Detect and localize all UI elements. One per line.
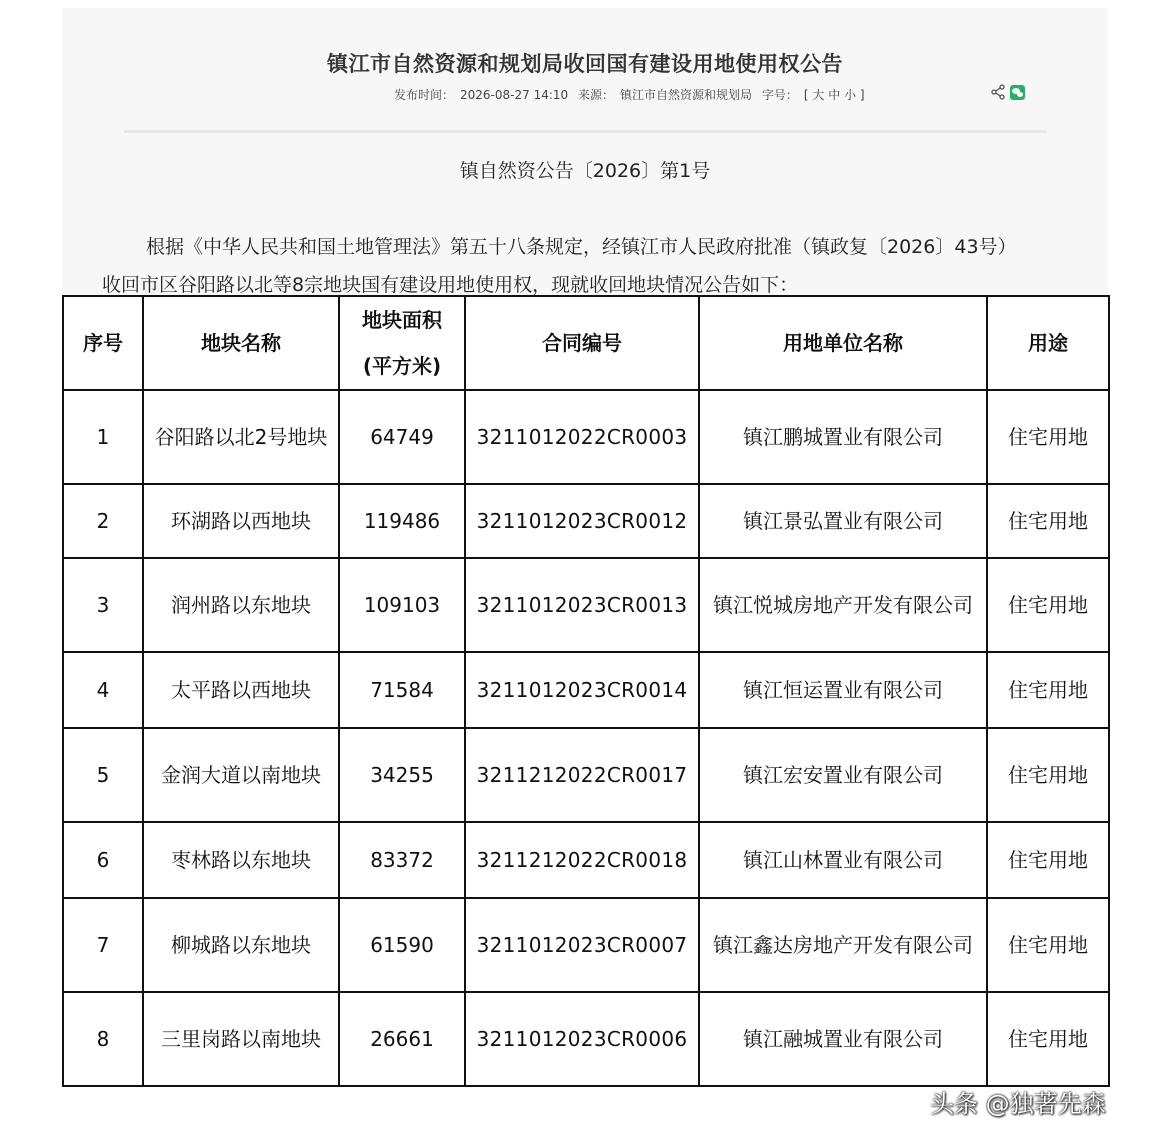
cell-no: 3 (63, 558, 143, 652)
cell-name: 三里岗路以南地块 (143, 992, 339, 1086)
cell-contract: 3211212022CR0017 (465, 728, 699, 822)
cell-name: 润州路以东地块 (143, 558, 339, 652)
cell-area: 34255 (339, 728, 465, 822)
paragraph-line-1-text: 根据《中华人民共和国土地管理法》第五十八条规定，经镇江市人民政府批准（镇政复〔2026〕43号） (146, 236, 1017, 258)
cell-owner: 镇江悦城房地产开发有限公司 (699, 558, 987, 652)
table-row (63, 558, 1109, 652)
cell-contract: 3211012023CR0006 (465, 992, 699, 1086)
cell-no: 2 (63, 484, 143, 558)
cell-name: 环湖路以西地块 (143, 484, 339, 558)
cell-owner: 镇江鹏城置业有限公司 (699, 390, 987, 484)
cell-owner: 镇江鑫达房地产开发有限公司 (699, 898, 987, 992)
document-number: 镇自然资公告〔2026〕第1号 (459, 160, 711, 182)
cell-owner: 镇江恒运置业有限公司 (699, 652, 987, 728)
page-title: 镇江市自然资源和规划局收回国有建设用地使用权公告 (327, 52, 843, 76)
cell-contract: 3211012023CR0012 (465, 484, 699, 558)
cell-no: 5 (63, 728, 143, 822)
table-row (63, 728, 1109, 822)
table-row (63, 898, 1109, 992)
cell-contract: 3211012023CR0014 (465, 652, 699, 728)
header-use: 用途 (987, 296, 1109, 390)
cell-area: 83372 (339, 822, 465, 898)
watermark: 头条 @独著先森 (930, 1090, 1106, 1118)
cell-owner: 镇江山林置业有限公司 (699, 822, 987, 898)
table-row (63, 390, 1109, 484)
cell-no: 4 (63, 652, 143, 728)
font-size-large-link[interactable]: 大 (812, 88, 825, 102)
cell-contract: 3211012023CR0007 (465, 898, 699, 992)
cell-use: 住宅用地 (987, 898, 1109, 992)
cell-contract: 3211212022CR0018 (465, 822, 699, 898)
share-icon[interactable] (990, 84, 1006, 100)
header-area (339, 296, 465, 390)
cell-owner: 镇江景弘置业有限公司 (699, 484, 987, 558)
header-name: 地块名称 (143, 296, 339, 390)
article-header (62, 8, 1108, 298)
source-label: 来源： (577, 88, 614, 102)
table-row (63, 822, 1109, 898)
cell-area: 71584 (339, 652, 465, 728)
source-value: 镇江市自然资源和规划局 (620, 88, 753, 102)
paragraph-line-2: 收回市区谷阳路以北等8宗地块国有建设用地使用权，现就收回地块情况公告如下： (102, 274, 799, 296)
cell-name: 太平路以西地块 (143, 652, 339, 728)
cell-name: 枣林路以东地块 (143, 822, 339, 898)
cell-use: 住宅用地 (987, 822, 1109, 898)
cell-no: 7 (63, 898, 143, 992)
header-no: 序号 (63, 296, 143, 390)
cell-use: 住宅用地 (987, 558, 1109, 652)
announcement-paragraph (102, 228, 1092, 304)
header-area-line2: (平方米) (362, 354, 442, 378)
header-area-line1: 地块面积 (362, 308, 442, 332)
publish-label: 发布时间： (394, 88, 455, 102)
header-contract: 合同编号 (465, 296, 699, 390)
cell-use: 住宅用地 (987, 390, 1109, 484)
cell-use: 住宅用地 (987, 484, 1109, 558)
article-meta (394, 86, 865, 103)
table-row (63, 992, 1109, 1086)
cell-name: 金润大道以南地块 (143, 728, 339, 822)
cell-name: 谷阳路以北2号地块 (143, 390, 339, 484)
font-size-label: 字号： (761, 88, 798, 102)
wechat-icon[interactable] (1010, 85, 1025, 100)
cell-area: 26661 (339, 992, 465, 1086)
publish-time: 2026-08-27 14:10 (460, 88, 569, 102)
cell-use: 住宅用地 (987, 992, 1109, 1086)
table-row (63, 652, 1109, 728)
table-header-row (63, 296, 1109, 390)
cell-no: 6 (63, 822, 143, 898)
header-divider (124, 130, 1046, 133)
cell-name: 柳城路以东地块 (143, 898, 339, 992)
cell-use: 住宅用地 (987, 728, 1109, 822)
cell-contract: 3211012023CR0013 (465, 558, 699, 652)
cell-area: 61590 (339, 898, 465, 992)
font-size-small-link[interactable]: 小 (844, 88, 857, 102)
cell-area: 109103 (339, 558, 465, 652)
font-size-medium-link[interactable]: 中 (828, 88, 841, 102)
cell-owner: 镇江融城置业有限公司 (699, 992, 987, 1086)
cell-no: 1 (63, 390, 143, 484)
land-table (62, 295, 1110, 1087)
paragraph-line-1 (102, 228, 1092, 266)
cell-no: 8 (63, 992, 143, 1086)
header-owner: 用地单位名称 (699, 296, 987, 390)
table-row (63, 484, 1109, 558)
font-size-bracket-close: ] (859, 88, 865, 102)
font-size-bracket-open: [ (803, 88, 809, 102)
cell-use: 住宅用地 (987, 652, 1109, 728)
cell-area: 119486 (339, 484, 465, 558)
share-bar (990, 84, 1025, 100)
cell-area: 64749 (339, 390, 465, 484)
cell-contract: 3211012022CR0003 (465, 390, 699, 484)
cell-owner: 镇江宏安置业有限公司 (699, 728, 987, 822)
